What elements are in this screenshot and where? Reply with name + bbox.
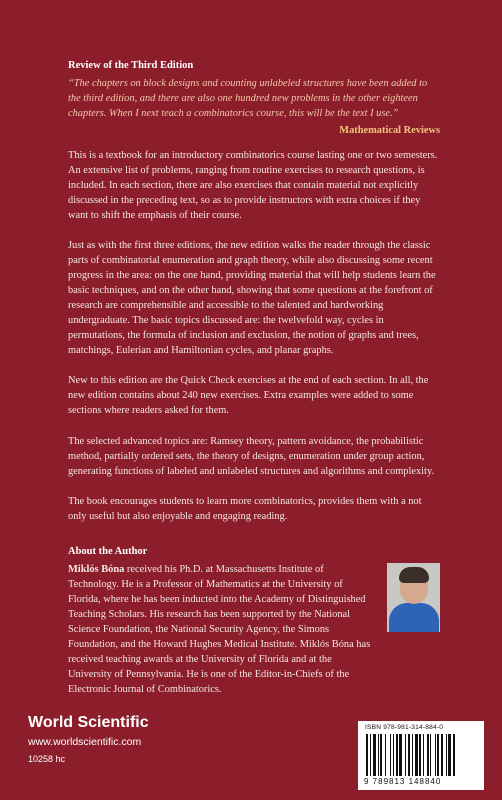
description-paragraph-5: The book encourages students to learn more combinatorics, provides them with a not only useful but also enjoyable and engaging reading.: [68, 496, 422, 522]
author-bio-text: received his Ph.D. at Massachusetts Institute of Technology. He is a Professor of Mathematics at the University of Florida, where he has been inducted into the Academy of Distinguished Teaching Scholars. His research has been supported by the National Science Foundation, the National Security Agency, the Simons Foundation, and the Howard Hughes Medical Institute. Miklós Bóna has received teaching awards at the University of Florida and at the University of Pennsylvania. He is one of the Editor-in-Chiefs of the Electronic Journal of Combinatorics.: [68, 564, 371, 695]
description-paragraph-1: This is a textbook for an introductory combinatorics course lasting one or two semesters. An extensive list of problems, ranging from routine exercises to research questions, is included. In each section, there are also exercises that contain material not explicitly discussed in the preceding text, so as to provide instructors with extra choices if they want to shift the emphasis of their course.: [68, 150, 438, 221]
author-name: Miklós Bóna: [68, 564, 125, 575]
barcode: [366, 734, 476, 776]
review-heading: Review of the Third Edition: [68, 60, 194, 71]
publisher-name: World Scientific: [28, 714, 149, 731]
review-source: Mathematical Reviews: [339, 125, 440, 136]
publisher-website: www.worldscientific.com: [28, 736, 142, 748]
barcode-panel: [358, 721, 484, 790]
author-photo: [387, 563, 440, 632]
description-paragraph-3: New to this edition are the Quick Check exercises at the end of each section. In all, the new edition contains about 240 new exercises. Extra examples were added to some sections where readers asked for them.: [68, 375, 429, 416]
barcode-digits: 9 789813 148840: [364, 777, 442, 786]
isbn-label: ISBN 978-981-314-884-0: [365, 724, 444, 731]
publisher-code: 10258 hc: [28, 754, 66, 764]
about-author-heading: About the Author: [68, 546, 148, 557]
review-quote: “The chapters on block designs and counting unlabeled structures have been added to the third edition, and there are also one hundred new problems in the other eighteen chapters. When I next teach a combinatorics course, this will be the text I use.”: [68, 78, 428, 119]
description-paragraph-2: Just as with the first three editions, the new edition walks the reader through the classic parts of combinatorial enumeration and graph theory, while also discussing some recent progress in the area: on the one hand, providing material that will help students learn the basic techniques, and on the other hand, showing that some questions at the forefront of research are comprehensible and accessible to the talented and hardworking undergraduate. The basic topics discussed are: the twelvefold way, cycles in permutations, the formula of inclusion and exclusion, the notion of graphs and trees, matchings, Eulerian and Hamiltonian cycles, and planar graphs.: [68, 240, 436, 356]
description-paragraph-4: The selected advanced topics are: Ramsey theory, pattern avoidance, the probabilistic method, partially ordered sets, the theory of designs, enumeration under group action, generating functions of labeled and unlabeled structures and algorithms and complexity.: [68, 436, 435, 477]
author-bio: [68, 562, 440, 697]
